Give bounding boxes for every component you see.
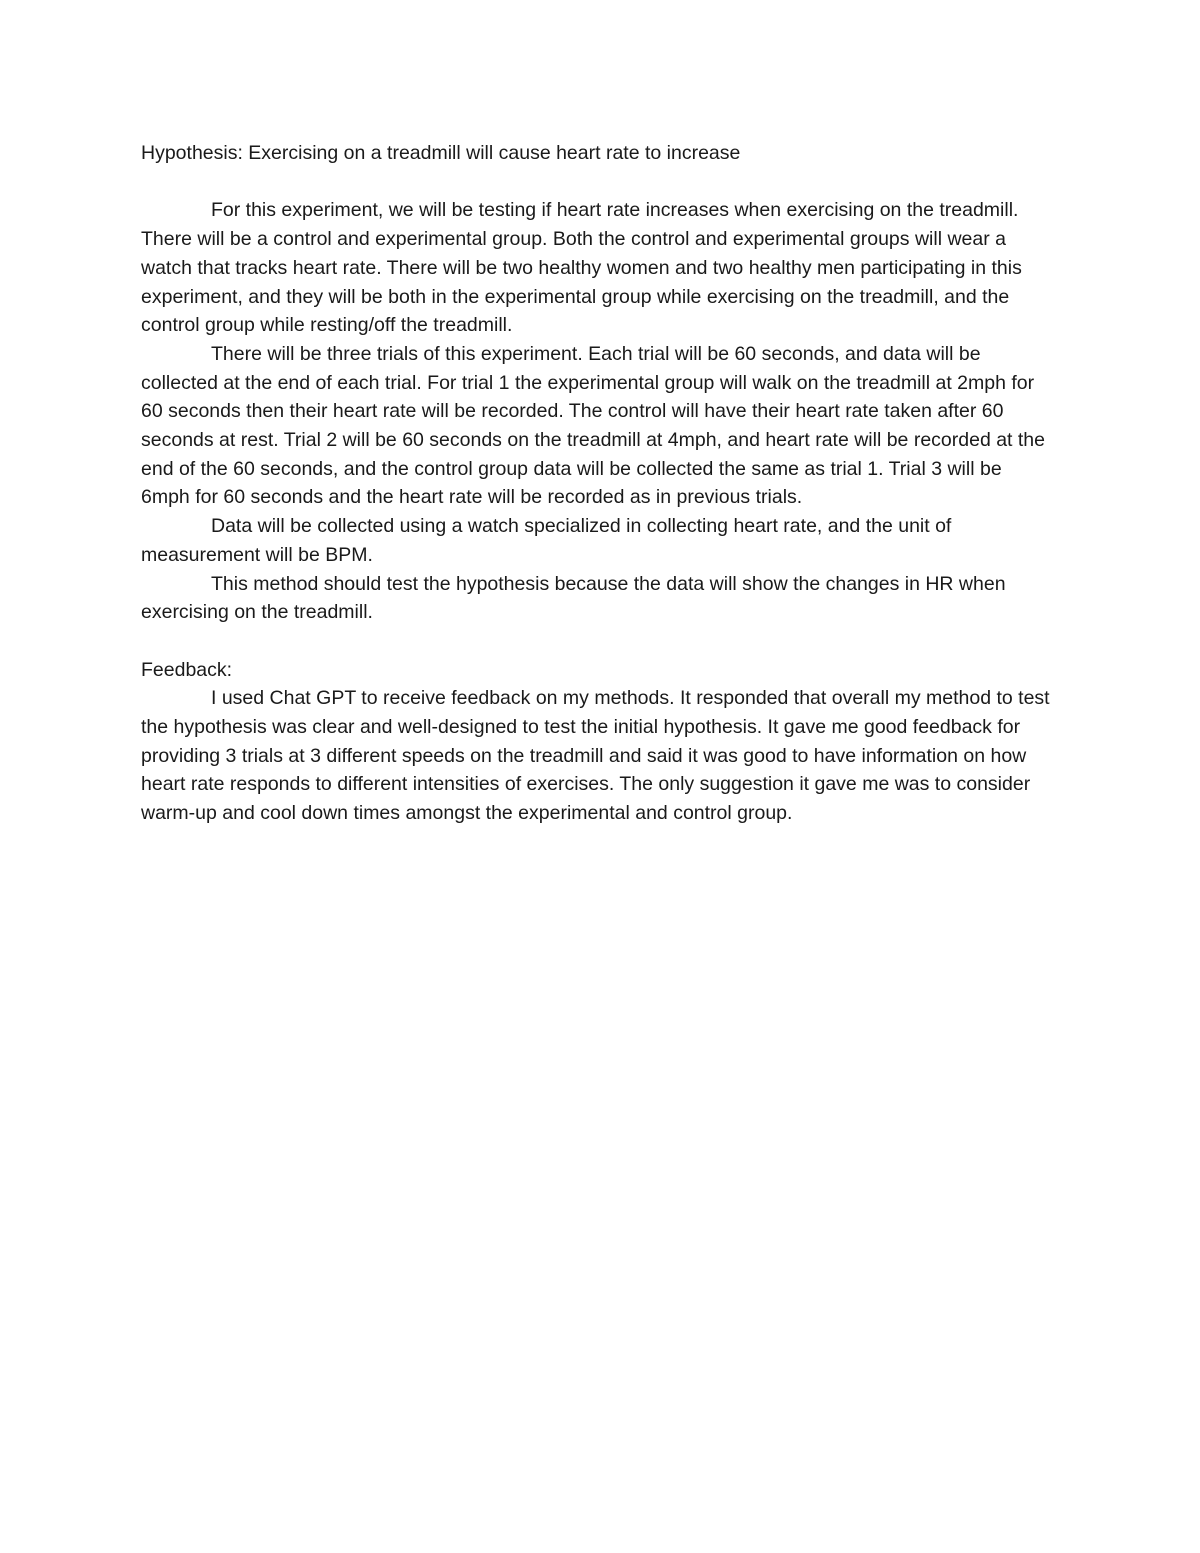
method-paragraph: This method should test the hypothesis because the data will show the changes in HR when exercising on the treadmill.	[141, 572, 1006, 624]
method-paragraph: Data will be collected using a watch specialized in collecting heart rate, and the unit of measurement will be BPM.	[141, 515, 952, 566]
hypothesis-line: Hypothesis: Exercising on a treadmill will cause heart rate to increase	[141, 142, 741, 164]
method-paragraph: There will be three trials of this experiment. Each trial will be 60 seconds, and data will be collected at the end of each trial. For trial 1 the experimental group will walk on the treadmill at 2mph for 60 seconds then their heart rate will be recorded. The control will have their heart rate taken after 60 seconds at rest. Trial 2 will be 60 seconds on the treadmill at 4mph, and heart rate will be recorded at the end of the 60 seconds, and the control group data will be collected the same as trial 1. Trial 3 will be 6mph for 60 seconds and the heart rate will be recorded as in previous trials.	[141, 342, 1045, 509]
method-paragraph: For this experiment, we will be testing if heart rate increases when exercising on the treadmill. There will be a control and experimental group. Both the control and experimental groups will wear a watch that tracks heart rate. There will be two healthy women and two healthy men participating in this experiment, and they will be both in the experimental group while exercising on the treadmill, and the control group while resting/off the treadmill.	[141, 199, 1022, 337]
document-body	[141, 139, 1053, 828]
blank-line	[141, 627, 1053, 656]
feedback-paragraph: I used Chat GPT to receive feedback on my methods. It responded that overall my method to test the hypothesis was clear and well-designed to test the initial hypothesis. It gave me good feedback for providing 3 trials at 3 different speeds on the treadmill and said it was good to have information on how heart rate responds to different intensities of exercises. The only suggestion it gave me was to consider warm-up and cool down times amongst the experimental and control group.	[141, 687, 1050, 825]
blank-line	[141, 168, 1053, 197]
feedback-heading: Feedback:	[141, 658, 233, 681]
